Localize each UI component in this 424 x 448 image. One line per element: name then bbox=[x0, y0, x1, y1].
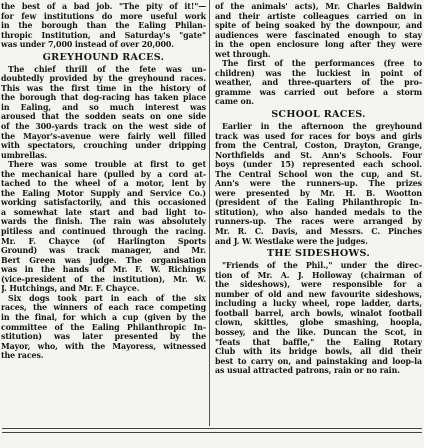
text-line: clown, skittles, globe smashing, hoopla, bbox=[215, 318, 422, 328]
text-line: "feats that baffle," the Ealing Rotary bbox=[215, 337, 422, 347]
text-line: the sideshows), were responsible for a bbox=[215, 280, 422, 290]
text-line: There was some trouble at first to get bbox=[8, 160, 206, 170]
text-line: in the open enclosure long after they were bbox=[215, 40, 422, 50]
text-line: of the animals' acts), Mr. Charles Baldwin bbox=[215, 2, 422, 11]
text-line: umbrellas. bbox=[1, 150, 48, 160]
text-line: tached to the wheel of a motor, lent by bbox=[1, 179, 206, 189]
text-line: the Ealing Motor Supply and Service Co.) bbox=[1, 188, 206, 198]
text-line: working satisfactorily, and this occasioned bbox=[1, 198, 206, 208]
column-divider bbox=[209, 0, 210, 426]
paragraph bbox=[215, 122, 422, 246]
text-line: the Mayor's-avenue were fairly well filled bbox=[1, 131, 206, 141]
text-line: track was used for races for boys and girls bbox=[215, 131, 422, 141]
text-line: doubtedly provided by the greyhound races. bbox=[1, 74, 206, 84]
text-line: thropic Institution, and Saturday's "gate" bbox=[1, 30, 206, 40]
text-line: came on. bbox=[215, 97, 254, 107]
text-line: for few institutions do more useful work bbox=[1, 11, 206, 21]
paragraph bbox=[1, 2, 206, 50]
text-line: The first of the performances (free to bbox=[222, 59, 422, 69]
text-line: in the final, for which a cup (given by the bbox=[1, 312, 206, 322]
text-line: audiences were fascinated enough to stay bbox=[215, 30, 422, 40]
text-line: J. Hutchings, and Mr. F. Chayce. bbox=[1, 284, 140, 294]
text-line: number of old and new favourite sideshows, bbox=[215, 289, 422, 299]
text-line: including a lucky wheel, rope ladder, darts, bbox=[215, 299, 422, 309]
text-line: spite of being soaked by the downpour, and bbox=[215, 21, 422, 31]
text-line: football barrel, arch bowls, winalot football bbox=[215, 308, 422, 318]
text-line: weather, and three-quarters of the pro- bbox=[215, 78, 422, 88]
left-column bbox=[1, 2, 206, 361]
text-line: was under 7,000 instead of over 20,000. bbox=[1, 40, 174, 50]
text-line: was in the hands of Mr. F. W. Richings bbox=[1, 265, 206, 275]
text-line: The Central School won the cup, and St. bbox=[215, 169, 422, 179]
text-line: stitution) was later presented by the bbox=[1, 332, 206, 342]
text-line: Ann's were the runners-up. The prizes bbox=[215, 179, 422, 189]
text-line: This was the first time in the history of bbox=[1, 83, 206, 93]
text-line: The chief thrill of the fete was un- bbox=[8, 64, 206, 74]
text-line: gramme was carried out before a storm bbox=[215, 87, 422, 97]
bottom-rule bbox=[2, 432, 422, 433]
text-line: Mayor, who, with the Mayoress, witnessed bbox=[1, 341, 206, 351]
text-line: and J. W. Westlake were the judges. bbox=[215, 236, 368, 246]
text-line: Mr. F. Chayce (of Harlington Sports bbox=[1, 236, 206, 246]
text-line: committee of the Ealing Philanthropic In- bbox=[1, 322, 206, 332]
text-line: Bert Green was judge. The organisation bbox=[1, 255, 206, 265]
text-line: in the borough than the Ealing Philan- bbox=[1, 21, 206, 31]
text-line: of the 300-yards track on the west side of bbox=[1, 122, 206, 132]
section-heading: SCHOOL RACES. bbox=[271, 109, 366, 121]
text-line: Club with its bridge bowls, all did their bbox=[215, 347, 422, 357]
right-column bbox=[215, 2, 422, 376]
text-line: with spectators, crouching under dripping bbox=[1, 141, 206, 151]
text-line: wards the finish. The rain was absolutely bbox=[1, 217, 206, 227]
text-line: and their artiste colleagues carried on in bbox=[215, 11, 422, 21]
paragraph bbox=[215, 59, 422, 107]
paragraph bbox=[215, 2, 422, 59]
text-line: Mr. R. C. Davis, and Messrs. C. Pinches bbox=[215, 227, 422, 237]
text-line: in Ealing, and so much interest was bbox=[1, 102, 206, 112]
text-line: the races. bbox=[1, 351, 44, 361]
text-line: children) was the luckiest in point of bbox=[215, 68, 422, 78]
text-line: bossey, and the like. Duncan the Scot, in bbox=[215, 327, 422, 337]
text-line: tion of Mr. A. J. Holloway (chairman of bbox=[215, 270, 422, 280]
text-line: "Friends of the Phil.," under the direc- bbox=[222, 261, 422, 271]
text-line: boys (under 15) represented each school. bbox=[215, 160, 422, 170]
text-line: Earlier in the afternoon the greyhound bbox=[222, 122, 422, 132]
text-line: from the Central, Coston, Drayton, Grange, bbox=[215, 141, 422, 151]
text-line: the borough that dog-racing has taken place bbox=[1, 93, 206, 103]
text-line: stitution), who also handed medals to the bbox=[215, 207, 422, 217]
text-line: wet through. bbox=[215, 49, 271, 59]
text-line: a somewhat late start and bad light to- bbox=[1, 207, 206, 217]
text-line: as usual attracted patrons, rain or no rain. bbox=[215, 366, 400, 376]
text-line: best to carry on, and painstaking and loop-la bbox=[215, 356, 422, 366]
text-line: the best of a bad job. "The pity of it!"— bbox=[1, 2, 206, 11]
section-heading: GREYHOUND RACES. bbox=[42, 51, 165, 63]
text-line: were presented by Mr. H. B. Wootton bbox=[215, 188, 422, 198]
text-line: Six dogs took part in each of the six bbox=[8, 293, 206, 303]
text-line: Northfields and St. Ann's Schools. Four bbox=[215, 150, 422, 160]
text-line: (vice-president of the institution), Mr. W. bbox=[1, 274, 206, 284]
bottom-rule bbox=[2, 428, 422, 429]
paragraph bbox=[1, 65, 206, 160]
text-line: the mechanical hare (pulled by a cord at- bbox=[1, 169, 206, 179]
paragraph bbox=[1, 294, 206, 361]
text-line: (president of the Ealing Philanthropic In- bbox=[215, 198, 422, 208]
text-line: pitiless and continued through the racing. bbox=[1, 227, 206, 237]
text-line: runners-up. The races were arranged by bbox=[215, 217, 422, 227]
text-line: Ground) was track manager, and Mr. bbox=[1, 246, 206, 256]
section-heading: THE SIDESHOWS. bbox=[266, 248, 371, 260]
paragraph bbox=[1, 160, 206, 294]
paragraph bbox=[215, 261, 422, 376]
text-line: aroused that the sodden seats on one side bbox=[1, 112, 206, 122]
text-line: races, the winners of each race competing bbox=[1, 303, 206, 313]
